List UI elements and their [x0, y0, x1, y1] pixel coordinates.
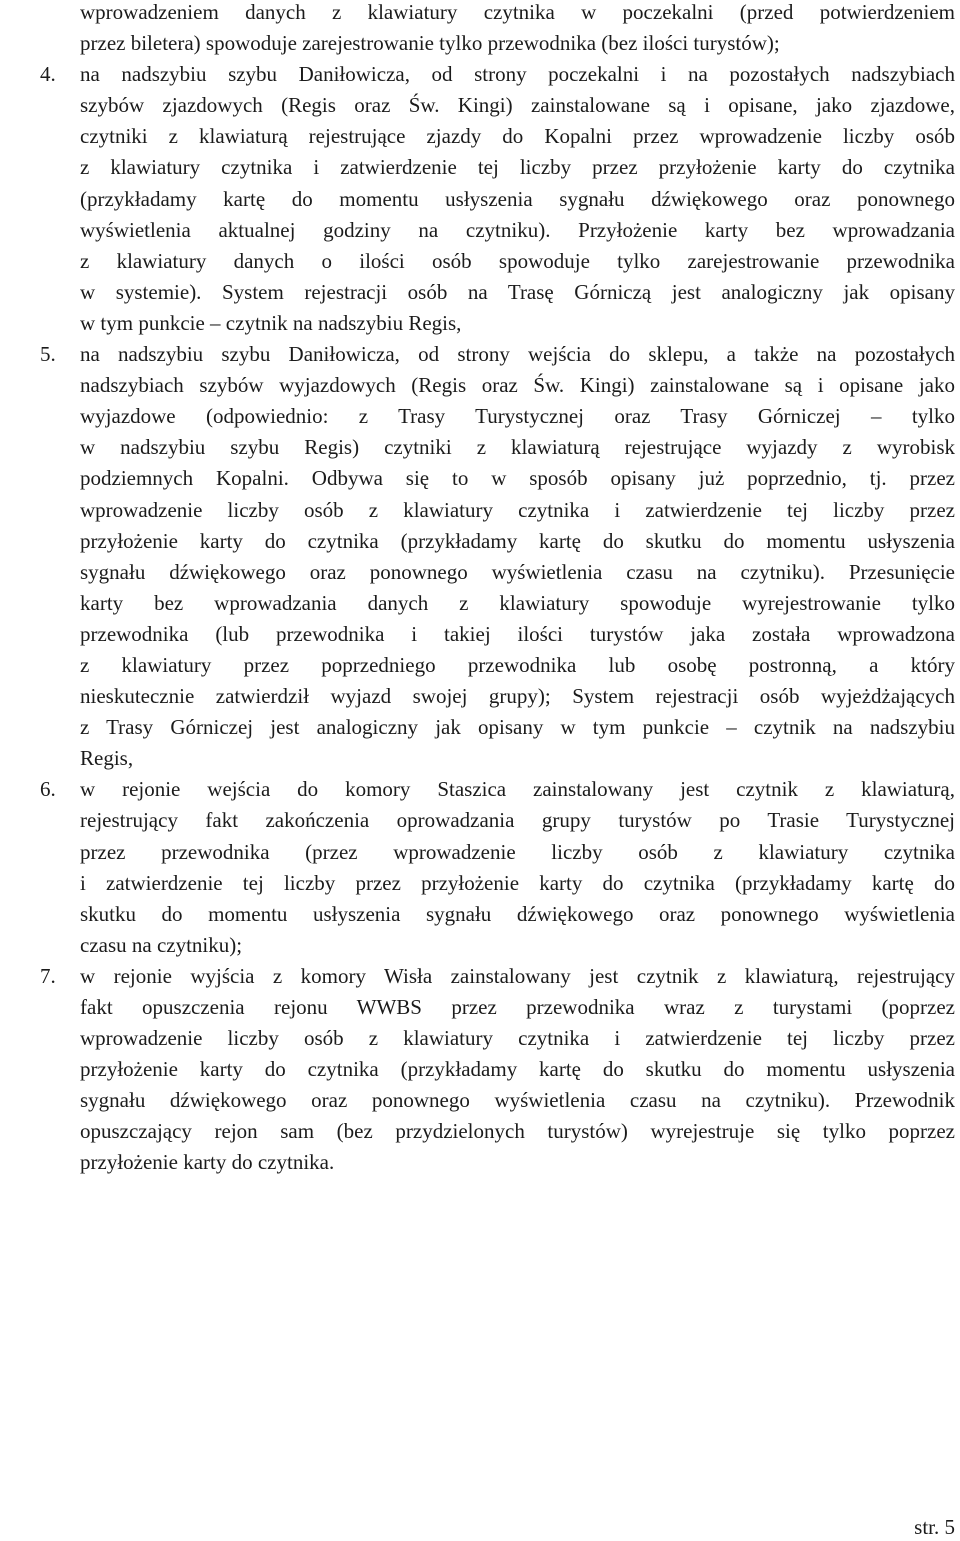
text-line: karty bez wprowadzania danych z klawiatury spowoduje wyrejestrowanie tylko [80, 590, 955, 615]
text-line: z klawiatury czytnika i zatwierdzenie tej liczby przez przyłożenie karty do czytnika [80, 155, 955, 180]
text-line: w rejonie wejścia do komory Staszica zainstalowany jest czytnik z klawiaturą, [80, 777, 955, 802]
list-item-text [80, 59, 955, 339]
list-item-7 [40, 961, 955, 1179]
list-item-text [80, 961, 955, 1179]
list-item-text [80, 774, 955, 961]
text-line: przyłożenie karty do czytnika (przykładamy kartę do skutku do momentu usłyszenia [80, 1057, 955, 1082]
text-line: szybów zjazdowych (Regis oraz Św. Kingi) zainstalowane są i opisane, jako zjazdowe, [80, 93, 955, 118]
text-line: z klawiatury przez poprzedniego przewodnika lub osobę postronną, a który [80, 652, 955, 677]
text-line: czasu na czytniku); [80, 932, 243, 957]
paragraph-text [80, 0, 955, 59]
list-item-4 [40, 59, 955, 339]
text-line: z Trasy Górniczej jest analogiczny jak opisany w tym punkcie – czytnik na nadszybiu [80, 715, 955, 740]
text-line: w rejonie wyjścia z komory Wisła zainstalowany jest czytnik z klawiaturą, rejestrujący [80, 963, 955, 988]
text-line: sygnału dźwiękowego oraz ponownego wyświetlenia czasu na czytniku). Przesunięcie [80, 559, 955, 584]
list-item-6 [40, 774, 955, 961]
text-line: opuszczający rejon sam (bez przydzielonych turystów) wyrejestruje się tylko poprzez [80, 1119, 955, 1144]
text-line: w tym punkcie – czytnik na nadszybiu Regis, [80, 310, 462, 335]
text-line: nieskutecznie zatwierdził wyjazd swojej grupy); System rejestracji osób wyjeżdżających [80, 684, 955, 709]
text-line: wyjazdowe (odpowiednio: z Trasy Turystycznej oraz Trasy Górniczej – tylko [80, 404, 955, 429]
text-line: z klawiatury danych o ilości osób spowoduje tylko zarejestrowanie przewodnika [80, 248, 955, 273]
list-number: 7. [40, 963, 56, 988]
text-line: rejestrujący fakt zakończenia oprowadzania grupy turystów po Trasie Turystycznej [80, 808, 955, 833]
list-number: 4. [40, 62, 56, 87]
text-line: i zatwierdzenie tej liczby przez przyłożenie karty do czytnika (przykładamy kartę do [80, 870, 955, 895]
text-line: na nadszybiu szybu Daniłowicza, od strony poczekalni i na pozostałych nadszybiach [80, 62, 955, 87]
text-line: wyświetlenia aktualnej godziny na czytniku). Przyłożenie karty bez wprowadzania [80, 217, 955, 242]
text-line: na nadszybiu szybu Daniłowicza, od strony wejścia do sklepu, a także na pozostałych [80, 342, 955, 367]
document-body [40, 0, 955, 1179]
text-line: czytniki z klawiaturą rejestrujące zjazdy do Kopalni przez wprowadzenie liczby osób [80, 124, 955, 149]
text-line: przyłożenie karty do czytnika (przykładamy kartę do skutku do momentu usłyszenia [80, 528, 955, 553]
text-line: w nadszybiu szybu Regis) czytniki z klawiaturą rejestrujące wyjazdy z wyrobisk [80, 435, 955, 460]
text-line: wprowadzenie liczby osób z klawiatury czytnika i zatwierdzenie tej liczby przez [80, 497, 955, 522]
continuation-paragraph [40, 0, 955, 59]
text-line: przez przewodnika (przez wprowadzenie liczby osób z klawiatury czytnika [80, 839, 955, 864]
list-number-empty [40, 0, 80, 59]
text-line: skutku do momentu usłyszenia sygnału dźwiękowego oraz ponownego wyświetlenia [80, 901, 955, 926]
text-line: wprowadzeniem danych z klawiatury czytnika w poczekalni (przed potwierdzeniem [80, 0, 955, 24]
text-line: w systemie). System rejestracji osób na Trasę Górniczą jest analogiczny jak opisany [80, 279, 955, 304]
list-item-text [80, 339, 955, 774]
list-item-5 [40, 339, 955, 774]
text-line: Regis, [80, 746, 134, 771]
text-line: podziemnych Kopalni. Odbywa się to w sposób opisany już poprzednio, tj. przez [80, 466, 955, 491]
page-number: str. 5 [914, 1515, 955, 1539]
text-line: fakt opuszczenia rejonu WWBS przez przewodnika wraz z turystami (poprzez [80, 995, 955, 1019]
text-line: sygnału dźwiękowego oraz ponownego wyświetlenia czasu na czytniku). Przewodnik [80, 1088, 955, 1113]
text-line: przez biletera) spowoduje zarejestrowanie tylko przewodnika (bez ilości turystów); [80, 31, 780, 56]
text-line: nadszybiach szybów wyjazdowych (Regis oraz Św. Kingi) zainstalowane są i opisane jako [80, 373, 955, 398]
text-line: (przykładamy kartę do momentu usłyszenia sygnału dźwiękowego oraz ponownego [80, 186, 955, 211]
text-line: wprowadzenie liczby osób z klawiatury czytnika i zatwierdzenie tej liczby przez [80, 1026, 955, 1051]
list-number: 6. [40, 777, 56, 802]
text-line: przewodnika (lub przewodnika i takiej ilości turystów jaka została wprowadzona [80, 621, 955, 646]
list-number: 5. [40, 342, 56, 367]
text-line: przyłożenie karty do czytnika. [80, 1150, 335, 1175]
